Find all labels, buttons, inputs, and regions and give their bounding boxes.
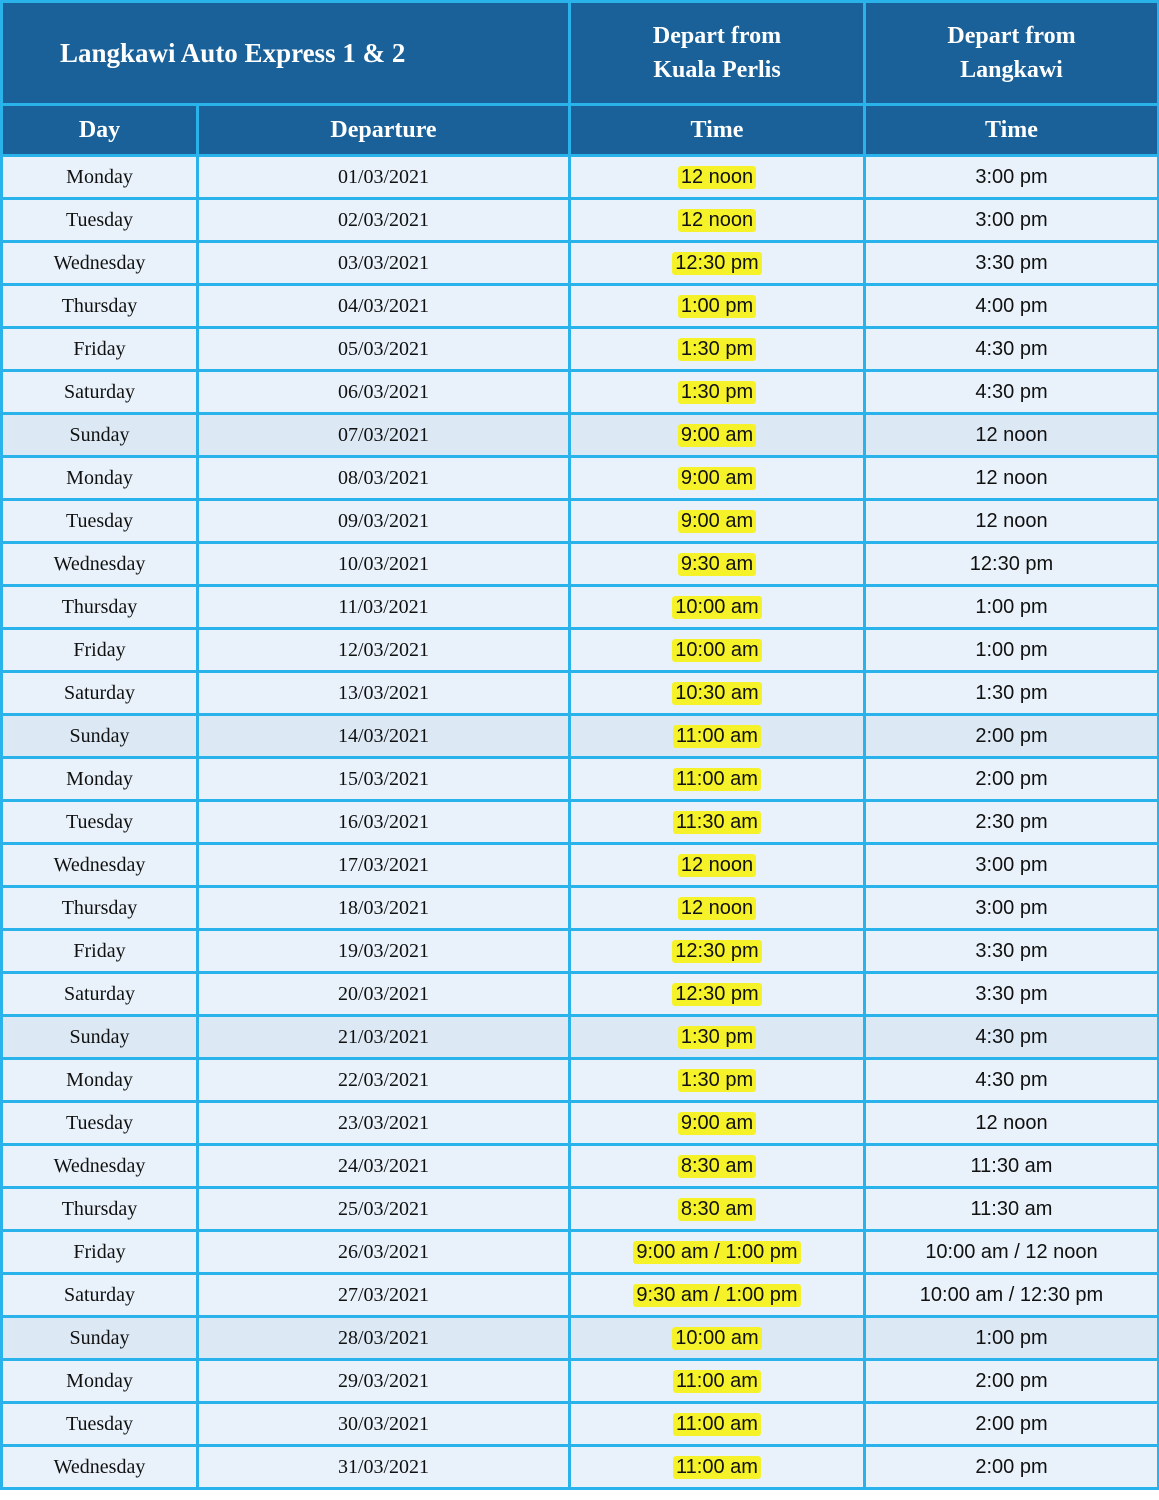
highlighted-time: 10:00 am: [672, 1327, 761, 1350]
time-kuala-perlis-cell: [571, 630, 863, 670]
highlighted-time: 11:00 am: [673, 1370, 761, 1393]
time-kuala-perlis-cell: [571, 802, 863, 842]
time-langkawi-cell: 11:30 am: [866, 1146, 1157, 1186]
day-cell: Friday: [3, 630, 196, 670]
departure-date-cell: 26/03/2021: [199, 1232, 568, 1272]
day-cell: Thursday: [3, 1189, 196, 1229]
highlighted-time: 1:30 pm: [678, 1026, 756, 1049]
day-cell: Thursday: [3, 286, 196, 326]
day-cell: Wednesday: [3, 544, 196, 584]
departure-date-cell: 09/03/2021: [199, 501, 568, 541]
departure-date-cell: 04/03/2021: [199, 286, 568, 326]
highlighted-time: 9:30 am / 1:00 pm: [633, 1284, 800, 1307]
departure-date-cell: 29/03/2021: [199, 1361, 568, 1401]
day-cell: Saturday: [3, 372, 196, 412]
departure-date-cell: 23/03/2021: [199, 1103, 568, 1143]
column-header-departure: Departure: [199, 106, 568, 154]
time-langkawi-cell: 1:30 pm: [866, 673, 1157, 713]
highlighted-time: 11:00 am: [673, 1413, 761, 1436]
time-kuala-perlis-cell: [571, 1318, 863, 1358]
departure-date-cell: 10/03/2021: [199, 544, 568, 584]
departure-date-cell: 27/03/2021: [199, 1275, 568, 1315]
highlighted-time: 1:30 pm: [678, 381, 756, 404]
time-kuala-perlis-cell: [571, 1189, 863, 1229]
departure-date-cell: 30/03/2021: [199, 1404, 568, 1444]
day-cell: Friday: [3, 329, 196, 369]
day-cell: Wednesday: [3, 1447, 196, 1487]
highlighted-time: 9:00 am / 1:00 pm: [633, 1241, 800, 1264]
highlighted-time: 12 noon: [678, 166, 756, 189]
time-kuala-perlis-cell: [571, 329, 863, 369]
time-kuala-perlis-cell: [571, 759, 863, 799]
highlighted-time: 12 noon: [678, 209, 756, 232]
header-depart-kp-line1: Depart from: [652, 23, 782, 49]
time-langkawi-cell: 12 noon: [866, 458, 1157, 498]
departure-date-cell: 06/03/2021: [199, 372, 568, 412]
time-kuala-perlis-cell: [571, 974, 863, 1014]
time-langkawi-cell: 1:00 pm: [866, 1318, 1157, 1358]
day-cell: Saturday: [3, 974, 196, 1014]
day-cell: Monday: [3, 1060, 196, 1100]
day-cell: Monday: [3, 759, 196, 799]
time-langkawi-cell: 4:30 pm: [866, 1017, 1157, 1057]
time-langkawi-cell: 2:30 pm: [866, 802, 1157, 842]
day-cell: Saturday: [3, 673, 196, 713]
departure-date-cell: 02/03/2021: [199, 200, 568, 240]
day-cell: Wednesday: [3, 845, 196, 885]
time-kuala-perlis-cell: [571, 1060, 863, 1100]
time-kuala-perlis-cell: [571, 415, 863, 455]
departure-date-cell: 13/03/2021: [199, 673, 568, 713]
departure-date-cell: 31/03/2021: [199, 1447, 568, 1487]
time-langkawi-cell: 2:00 pm: [866, 759, 1157, 799]
highlighted-time: 11:00 am: [673, 1456, 761, 1479]
time-langkawi-cell: 3:30 pm: [866, 931, 1157, 971]
departure-date-cell: 21/03/2021: [199, 1017, 568, 1057]
departure-date-cell: 19/03/2021: [199, 931, 568, 971]
time-kuala-perlis-cell: [571, 845, 863, 885]
highlighted-time: 1:00 pm: [678, 295, 756, 318]
day-cell: Friday: [3, 931, 196, 971]
time-langkawi-cell: 12 noon: [866, 1103, 1157, 1143]
highlighted-time: 10:00 am: [672, 596, 761, 619]
time-langkawi-cell: 4:30 pm: [866, 1060, 1157, 1100]
departure-date-cell: 03/03/2021: [199, 243, 568, 283]
highlighted-time: 9:00 am: [678, 424, 756, 447]
departure-date-cell: 20/03/2021: [199, 974, 568, 1014]
highlighted-time: 12:30 pm: [672, 940, 761, 963]
highlighted-time: 12 noon: [678, 897, 756, 920]
highlighted-time: 8:30 am: [678, 1155, 756, 1178]
departure-date-cell: 15/03/2021: [199, 759, 568, 799]
highlighted-time: 11:00 am: [673, 725, 761, 748]
time-kuala-perlis-cell: [571, 243, 863, 283]
header-depart-langkawi: [866, 3, 1157, 103]
time-langkawi-cell: 3:00 pm: [866, 157, 1157, 197]
highlighted-time: 8:30 am: [678, 1198, 756, 1221]
time-langkawi-cell: 3:00 pm: [866, 888, 1157, 928]
departure-date-cell: 08/03/2021: [199, 458, 568, 498]
day-cell: Tuesday: [3, 501, 196, 541]
time-kuala-perlis-cell: [571, 286, 863, 326]
highlighted-time: 9:00 am: [678, 467, 756, 490]
highlighted-time: 9:00 am: [678, 510, 756, 533]
table-title: Langkawi Auto Express 1 & 2: [3, 3, 568, 103]
departure-date-cell: 11/03/2021: [199, 587, 568, 627]
day-cell: Saturday: [3, 1275, 196, 1315]
departure-date-cell: 28/03/2021: [199, 1318, 568, 1358]
header-depart-lk-line2: Langkawi: [960, 57, 1063, 83]
header-depart-kp-line2: Kuala Perlis: [653, 57, 781, 83]
time-kuala-perlis-cell: [571, 587, 863, 627]
time-kuala-perlis-cell: [571, 501, 863, 541]
time-kuala-perlis-cell: [571, 1232, 863, 1272]
time-langkawi-cell: 1:00 pm: [866, 630, 1157, 670]
time-kuala-perlis-cell: [571, 1275, 863, 1315]
highlighted-time: 1:30 pm: [678, 338, 756, 361]
highlighted-time: 10:00 am: [672, 639, 761, 662]
column-header-time-kuala-perlis: Time: [571, 106, 863, 154]
time-langkawi-cell: 4:30 pm: [866, 372, 1157, 412]
time-langkawi-cell: 3:30 pm: [866, 243, 1157, 283]
departure-date-cell: 05/03/2021: [199, 329, 568, 369]
time-kuala-perlis-cell: [571, 1017, 863, 1057]
time-langkawi-cell: 3:00 pm: [866, 845, 1157, 885]
departure-date-cell: 25/03/2021: [199, 1189, 568, 1229]
time-langkawi-cell: 2:00 pm: [866, 1447, 1157, 1487]
departure-date-cell: 22/03/2021: [199, 1060, 568, 1100]
day-cell: Monday: [3, 458, 196, 498]
day-cell: Thursday: [3, 888, 196, 928]
time-kuala-perlis-cell: [571, 1447, 863, 1487]
column-header-day: Day: [3, 106, 196, 154]
day-cell: Monday: [3, 157, 196, 197]
time-kuala-perlis-cell: [571, 931, 863, 971]
time-kuala-perlis-cell: [571, 1361, 863, 1401]
time-kuala-perlis-cell: [571, 157, 863, 197]
highlighted-time: 12:30 pm: [672, 252, 761, 275]
header-depart-kuala-perlis: [571, 3, 863, 103]
departure-date-cell: 17/03/2021: [199, 845, 568, 885]
time-langkawi-cell: 12 noon: [866, 501, 1157, 541]
highlighted-time: 12:30 pm: [672, 983, 761, 1006]
time-kuala-perlis-cell: [571, 1103, 863, 1143]
time-langkawi-cell: 4:00 pm: [866, 286, 1157, 326]
day-cell: Tuesday: [3, 1103, 196, 1143]
time-kuala-perlis-cell: [571, 458, 863, 498]
departure-date-cell: 24/03/2021: [199, 1146, 568, 1186]
time-langkawi-cell: 12:30 pm: [866, 544, 1157, 584]
highlighted-time: 9:00 am: [678, 1112, 756, 1135]
highlighted-time: 10:30 am: [672, 682, 761, 705]
time-kuala-perlis-cell: [571, 1404, 863, 1444]
departure-date-cell: 18/03/2021: [199, 888, 568, 928]
highlighted-time: 11:30 am: [673, 811, 761, 834]
day-cell: Wednesday: [3, 1146, 196, 1186]
time-langkawi-cell: 12 noon: [866, 415, 1157, 455]
time-langkawi-cell: 3:00 pm: [866, 200, 1157, 240]
time-kuala-perlis-cell: [571, 1146, 863, 1186]
time-langkawi-cell: 11:30 am: [866, 1189, 1157, 1229]
time-langkawi-cell: 4:30 pm: [866, 329, 1157, 369]
time-langkawi-cell: 2:00 pm: [866, 1404, 1157, 1444]
day-cell: Tuesday: [3, 1404, 196, 1444]
time-kuala-perlis-cell: [571, 544, 863, 584]
departure-date-cell: 12/03/2021: [199, 630, 568, 670]
day-cell: Friday: [3, 1232, 196, 1272]
day-cell: Monday: [3, 1361, 196, 1401]
time-langkawi-cell: 2:00 pm: [866, 1361, 1157, 1401]
highlighted-time: 9:30 am: [678, 553, 756, 576]
departure-date-cell: 16/03/2021: [199, 802, 568, 842]
day-cell: Sunday: [3, 716, 196, 756]
highlighted-time: 1:30 pm: [678, 1069, 756, 1092]
day-cell: Wednesday: [3, 243, 196, 283]
departure-date-cell: 14/03/2021: [199, 716, 568, 756]
time-kuala-perlis-cell: [571, 716, 863, 756]
time-kuala-perlis-cell: [571, 200, 863, 240]
highlighted-time: 12 noon: [678, 854, 756, 877]
day-cell: Sunday: [3, 1318, 196, 1358]
time-langkawi-cell: 2:00 pm: [866, 716, 1157, 756]
day-cell: Tuesday: [3, 200, 196, 240]
time-langkawi-cell: 3:30 pm: [866, 974, 1157, 1014]
header-depart-lk-line1: Depart from: [947, 23, 1076, 49]
time-langkawi-cell: 1:00 pm: [866, 587, 1157, 627]
time-kuala-perlis-cell: [571, 372, 863, 412]
departure-date-cell: 01/03/2021: [199, 157, 568, 197]
time-langkawi-cell: 10:00 am / 12:30 pm: [866, 1275, 1157, 1315]
departure-date-cell: 07/03/2021: [199, 415, 568, 455]
day-cell: Thursday: [3, 587, 196, 627]
day-cell: Sunday: [3, 415, 196, 455]
day-cell: Sunday: [3, 1017, 196, 1057]
column-header-time-langkawi: Time: [866, 106, 1157, 154]
highlighted-time: 11:00 am: [673, 768, 761, 791]
day-cell: Tuesday: [3, 802, 196, 842]
time-kuala-perlis-cell: [571, 673, 863, 713]
time-kuala-perlis-cell: [571, 888, 863, 928]
time-langkawi-cell: 10:00 am / 12 noon: [866, 1232, 1157, 1272]
